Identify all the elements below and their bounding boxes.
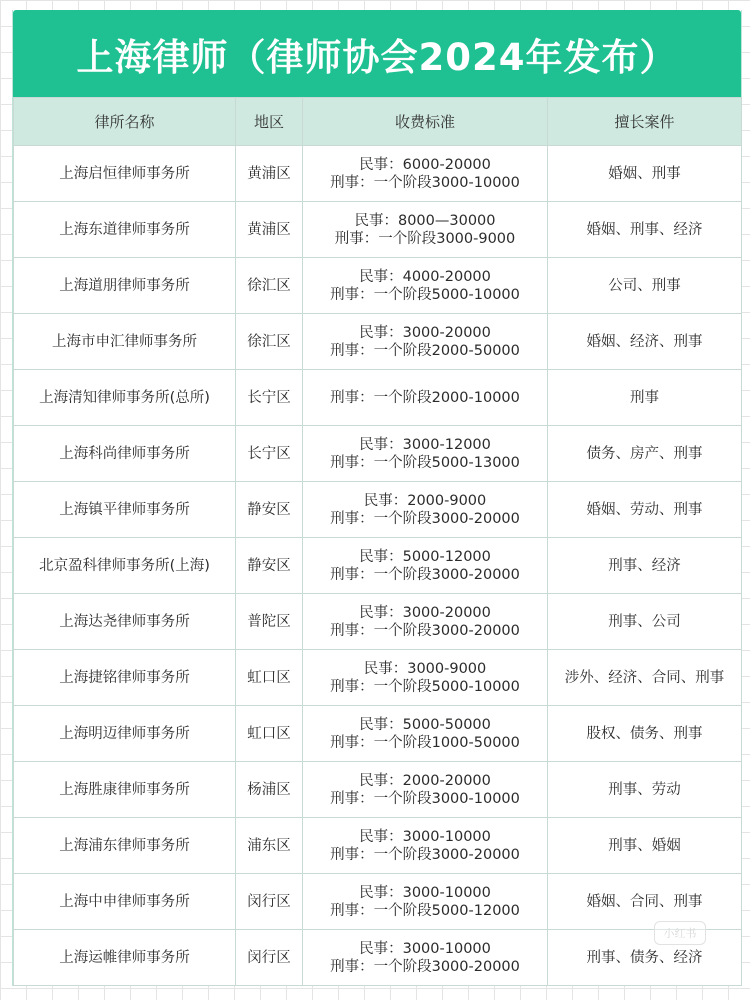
fee-line: 民事：3000-12000	[359, 436, 491, 453]
fee-line: 刑事：一个阶段2000-50000	[330, 342, 520, 359]
area-cell: 黄浦区	[236, 202, 303, 258]
fee-line: 民事：2000-20000	[359, 772, 491, 789]
fee-line: 刑事：一个阶段3000-20000	[330, 846, 520, 863]
firm-name-cell: 北京盈科律师事务所(上海)	[14, 538, 236, 594]
fee-line: 刑事：一个阶段3000-10000	[330, 174, 520, 191]
table-row	[14, 818, 742, 874]
fee-line: 刑事：一个阶段3000-9000	[334, 230, 516, 247]
table-row	[14, 594, 742, 650]
fee-cell	[303, 370, 548, 426]
fee-line: 刑事：一个阶段3000-10000	[330, 790, 520, 807]
area-cell: 闵行区	[236, 930, 303, 986]
fee-line: 刑事：一个阶段2000-10000	[330, 389, 520, 406]
fee-line: 民事：4000-20000	[359, 268, 491, 285]
watermark-logo: 小红书	[654, 921, 706, 945]
specialty-cell: 刑事、债务、经济	[548, 930, 742, 986]
fee-cell	[303, 762, 548, 818]
fee-cell	[303, 426, 548, 482]
fee-cell	[303, 930, 548, 986]
area-cell: 虹口区	[236, 706, 303, 762]
fee-line: 民事：8000—30000	[354, 212, 496, 229]
firm-name-cell: 上海捷铭律师事务所	[14, 650, 236, 706]
specialty-cell: 涉外、经济、合同、刑事	[548, 650, 742, 706]
area-cell: 闵行区	[236, 874, 303, 930]
table-row	[14, 650, 742, 706]
fee-line: 民事：6000-20000	[359, 156, 491, 173]
fee-line: 刑事：一个阶段3000-20000	[330, 510, 520, 527]
area-cell: 静安区	[236, 482, 303, 538]
table-header-row	[14, 98, 742, 146]
firm-name-cell: 上海东道律师事务所	[14, 202, 236, 258]
fee-line: 刑事：一个阶段5000-13000	[330, 454, 520, 471]
fee-line: 刑事：一个阶段5000-12000	[330, 902, 520, 919]
specialty-cell: 公司、刑事	[548, 258, 742, 314]
fee-cell	[303, 818, 548, 874]
firm-name-cell: 上海明迈律师事务所	[14, 706, 236, 762]
specialty-cell: 婚姻、合同、刑事	[548, 874, 742, 930]
page-title: 上海律师（律师协会2024年发布）	[13, 10, 741, 97]
table-row	[14, 930, 742, 986]
fee-cell	[303, 874, 548, 930]
fee-line: 民事：5000-50000	[359, 716, 491, 733]
table-row	[14, 370, 742, 426]
fee-line: 民事：3000-20000	[359, 604, 491, 621]
fee-cell	[303, 314, 548, 370]
table-row	[14, 258, 742, 314]
firm-name-cell: 上海运帷律师事务所	[14, 930, 236, 986]
specialty-cell: 股权、债务、刑事	[548, 706, 742, 762]
fee-line: 民事：3000-10000	[359, 828, 491, 845]
specialty-cell: 刑事、劳动	[548, 762, 742, 818]
firm-name-cell: 上海市申汇律师事务所	[14, 314, 236, 370]
header-fee: 收费标准	[303, 98, 548, 146]
fee-line: 民事：5000-12000	[359, 548, 491, 565]
firm-name-cell: 上海科尚律师事务所	[14, 426, 236, 482]
header-firm-name: 律所名称	[14, 98, 236, 146]
fee-cell	[303, 258, 548, 314]
fee-line: 刑事：一个阶段3000-20000	[330, 622, 520, 639]
specialty-cell: 刑事、婚姻	[548, 818, 742, 874]
fee-line: 刑事：一个阶段1000-50000	[330, 734, 520, 751]
table-row	[14, 706, 742, 762]
specialty-cell: 刑事、公司	[548, 594, 742, 650]
area-cell: 黄浦区	[236, 146, 303, 202]
area-cell: 长宁区	[236, 370, 303, 426]
fee-line: 刑事：一个阶段5000-10000	[330, 286, 520, 303]
fee-line: 民事：3000-20000	[359, 324, 491, 341]
fee-line: 刑事：一个阶段3000-20000	[330, 566, 520, 583]
fee-cell	[303, 482, 548, 538]
law-firm-sheet	[12, 10, 742, 986]
table-row	[14, 426, 742, 482]
law-firm-table	[13, 97, 742, 986]
fee-line: 刑事：一个阶段5000-10000	[330, 678, 520, 695]
area-cell: 静安区	[236, 538, 303, 594]
fee-cell	[303, 538, 548, 594]
header-specialty: 擅长案件	[548, 98, 742, 146]
fee-cell	[303, 594, 548, 650]
firm-name-cell: 上海中申律师事务所	[14, 874, 236, 930]
firm-name-cell: 上海胜康律师事务所	[14, 762, 236, 818]
firm-name-cell: 上海清知律师事务所(总所)	[14, 370, 236, 426]
table-body	[14, 146, 742, 986]
area-cell: 徐汇区	[236, 314, 303, 370]
firm-name-cell: 上海启恒律师事务所	[14, 146, 236, 202]
specialty-cell: 婚姻、经济、刑事	[548, 314, 742, 370]
firm-name-cell: 上海道朋律师事务所	[14, 258, 236, 314]
fee-cell	[303, 706, 548, 762]
table-row	[14, 202, 742, 258]
specialty-cell: 刑事、经济	[548, 538, 742, 594]
firm-name-cell: 上海浦东律师事务所	[14, 818, 236, 874]
table-row	[14, 314, 742, 370]
table-row	[14, 874, 742, 930]
fee-cell	[303, 202, 548, 258]
specialty-cell: 婚姻、刑事、经济	[548, 202, 742, 258]
area-cell: 虹口区	[236, 650, 303, 706]
fee-line: 民事：3000-10000	[359, 940, 491, 957]
specialty-cell: 刑事	[548, 370, 742, 426]
fee-line: 民事：3000-10000	[359, 884, 491, 901]
table-row	[14, 538, 742, 594]
fee-cell	[303, 146, 548, 202]
area-cell: 浦东区	[236, 818, 303, 874]
firm-name-cell: 上海镇平律师事务所	[14, 482, 236, 538]
table-row	[14, 762, 742, 818]
area-cell: 杨浦区	[236, 762, 303, 818]
specialty-cell: 婚姻、劳动、刑事	[548, 482, 742, 538]
specialty-cell: 婚姻、刑事	[548, 146, 742, 202]
area-cell: 长宁区	[236, 426, 303, 482]
firm-name-cell: 上海达尧律师事务所	[14, 594, 236, 650]
table-row	[14, 146, 742, 202]
area-cell: 普陀区	[236, 594, 303, 650]
table-row	[14, 482, 742, 538]
area-cell: 徐汇区	[236, 258, 303, 314]
fee-line: 民事：3000-9000	[363, 660, 487, 677]
fee-cell	[303, 650, 548, 706]
header-area: 地区	[236, 98, 303, 146]
fee-line: 民事：2000-9000	[363, 492, 487, 509]
specialty-cell: 债务、房产、刑事	[548, 426, 742, 482]
fee-line: 刑事：一个阶段3000-20000	[330, 958, 520, 975]
